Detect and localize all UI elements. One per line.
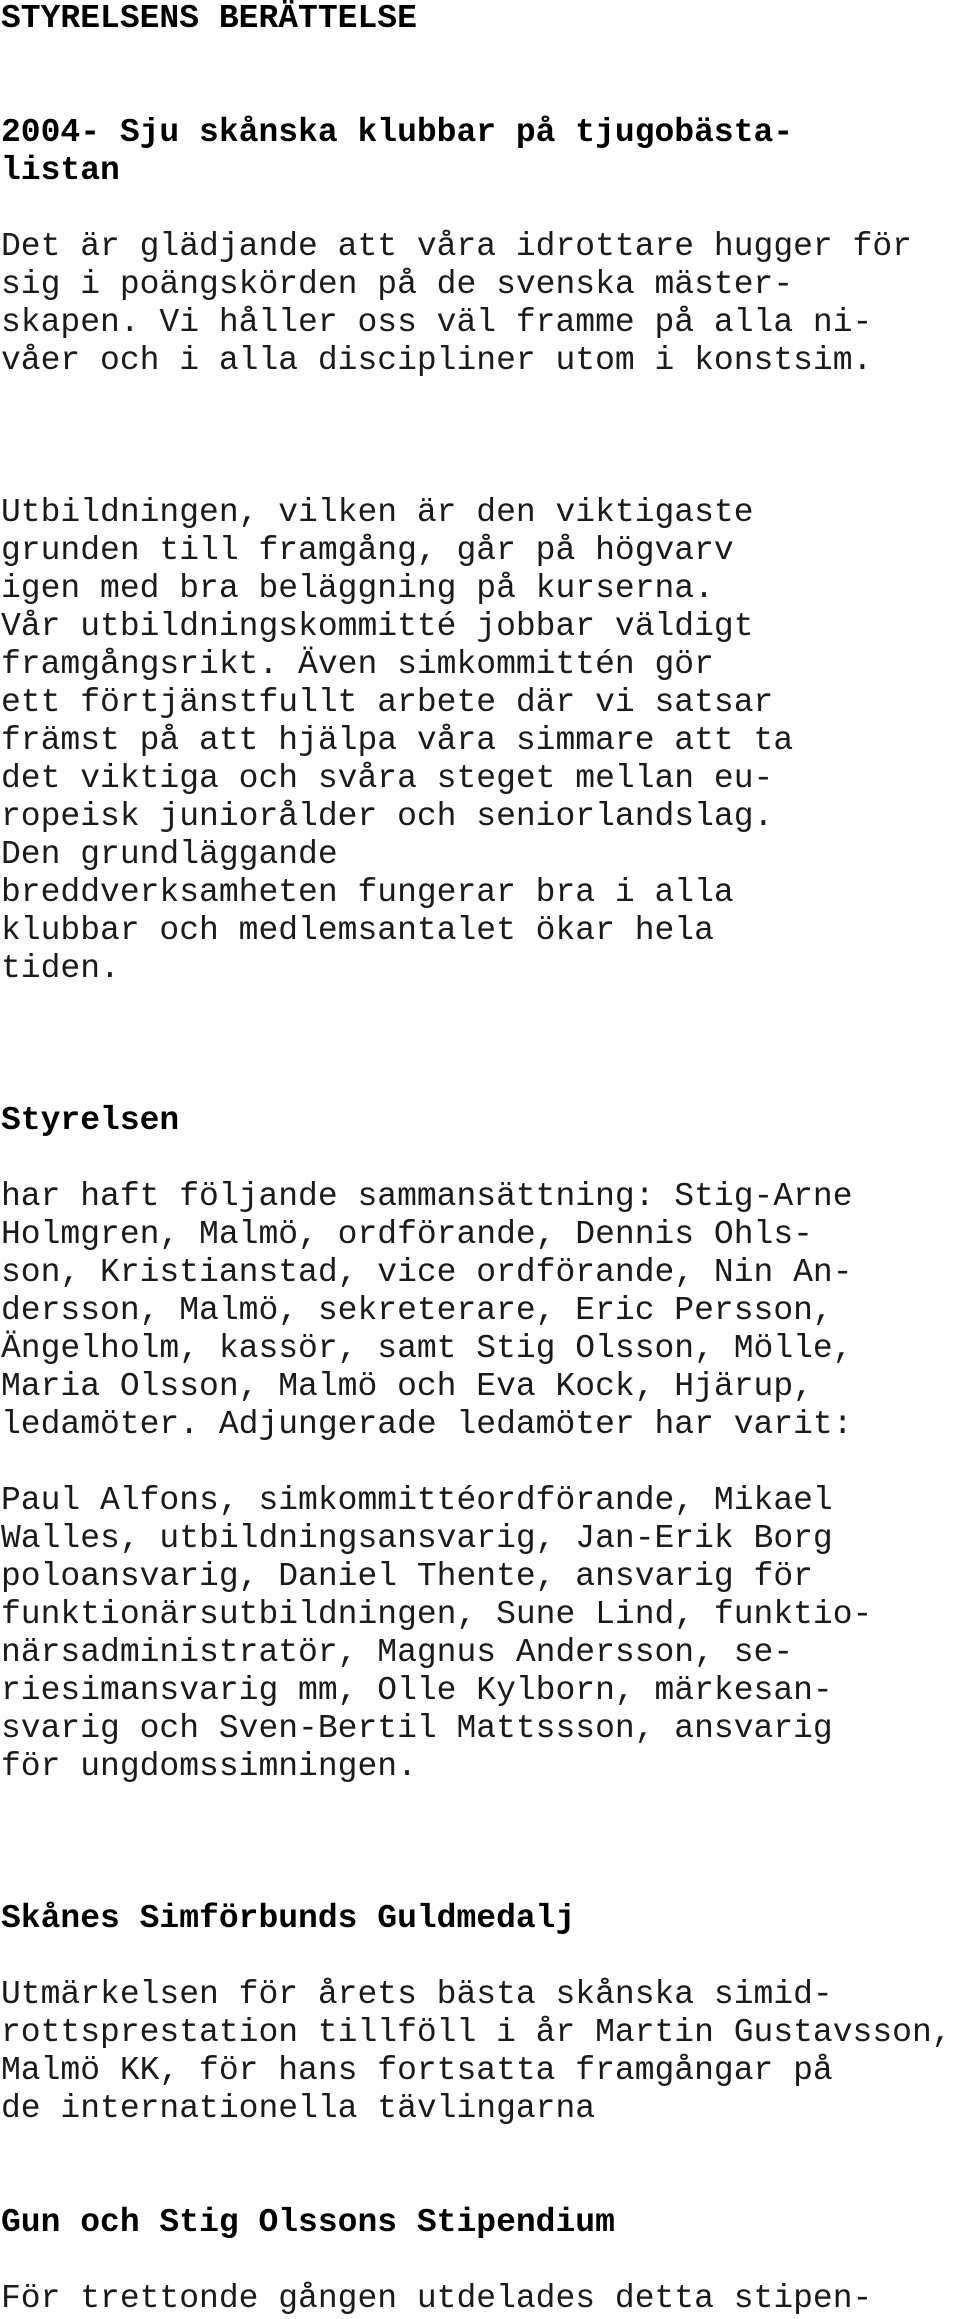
paragraph-line: igen med bra beläggning på kurserna. [1, 570, 714, 607]
paragraph-line: breddverksamheten fungerar bra i alla [1, 874, 734, 911]
section-scholarship [1, 2204, 960, 2318]
paragraph-line: ropeisk juniorålder och seniorlandslag. [1, 798, 774, 835]
heading-line: Styrelsen [1, 1102, 180, 1139]
paragraph [1, 1482, 960, 1786]
paragraph-line: grunden till framgång, går på högvarv [1, 532, 734, 569]
section-heading [1, 114, 960, 190]
section-heading [1, 1900, 960, 1938]
paragraph-line: dersson, Malmö, sekreterare, Eric Persson, [1, 1292, 833, 1329]
paragraph-line: de internationella tävlingarna [1, 2090, 596, 2127]
paragraph-line: rottsprestation tillföll i år Martin Gustavsson, [1, 2014, 952, 2051]
paragraph-line: framgångsrikt. Även simkommittén gör [1, 646, 714, 683]
paragraph [1, 1178, 960, 1444]
heading-line: 2004- Sju skånska klubbar på tjugobästa- [1, 114, 794, 151]
paragraph [1, 494, 960, 988]
heading-line: Skånes Simförbunds Guldmedalj [1, 1900, 576, 1937]
section-heading [1, 2204, 960, 2242]
paragraph-line: Holmgren, Malmö, ordförande, Dennis Ohls- [1, 1216, 813, 1253]
paragraph-line: för ungdomssimningen. [1, 1748, 417, 1785]
paragraph-line: ledamöter. Adjungerade ledamöter har varit: [1, 1406, 853, 1443]
paragraph-line: sig i poängskörden på de svenska mäster- [1, 266, 794, 303]
section-heading [1, 1102, 960, 1140]
paragraph-line: Utbildningen, vilken är den viktigaste [1, 494, 754, 531]
paragraph-line: poloansvarig, Daniel Thente, ansvarig för [1, 1558, 813, 1595]
paragraph-line: det viktiga och svåra steget mellan eu- [1, 760, 774, 797]
paragraph-line: Det är glädjande att våra idrottare hugger för [1, 228, 912, 265]
paragraph-line: Vår utbildningskommitté jobbar väldigt [1, 608, 754, 645]
paragraph-line: Den grundläggande [1, 836, 338, 873]
paragraph-line: riesimansvarig mm, Olle Kylborn, märkesan- [1, 1672, 833, 1709]
paragraph-line: ett förtjänstfullt arbete där vi satsar [1, 684, 774, 721]
paragraph-line: Utmärkelsen för årets bästa skånska simid- [1, 1976, 833, 2013]
section-board [1, 1102, 960, 1786]
section-results [1, 114, 960, 988]
paragraph-line: Malmö KK, för hans fortsatta framgångar på [1, 2052, 833, 2089]
paragraph-line: tiden. [1, 950, 120, 987]
paragraph-line: Maria Olsson, Malmö och Eva Kock, Hjärup, [1, 1368, 813, 1405]
heading-line: Gun och Stig Olssons Stipendium [1, 2204, 615, 2241]
paragraph-line: funktionärsutbildningen, Sune Lind, funktio- [1, 1596, 873, 1633]
paragraph [1, 228, 960, 380]
paragraph-line: våer och i alla discipliner utom i konstsim. [1, 342, 873, 379]
paragraph-line: Walles, utbildningsansvarig, Jan-Erik Borg [1, 1520, 833, 1557]
paragraph-line: För trettonde gången utdelades detta stipen- [1, 2280, 873, 2317]
paragraph-line: främst på att hjälpa våra simmare att ta [1, 722, 794, 759]
paragraph-line: son, Kristianstad, vice ordförande, Nin An- [1, 1254, 853, 1291]
paragraph-line: närsadministratör, Magnus Andersson, se- [1, 1634, 794, 1671]
paragraph-line: skapen. Vi håller oss väl framme på alla ni- [1, 304, 873, 341]
heading-line: listan [1, 152, 120, 189]
paragraph [1, 1976, 960, 2128]
paragraph-line: Paul Alfons, simkommittéordförande, Mikael [1, 1482, 833, 1519]
paragraph-line: Ängelholm, kassör, samt Stig Olsson, Mölle, [1, 1330, 853, 1367]
paragraph [1, 2280, 960, 2318]
paragraph-line: klubbar och medlemsantalet ökar hela [1, 912, 714, 949]
section-gold-medal [1, 1900, 960, 2128]
document-title: STYRELSENS BERÄTTELSE [1, 0, 417, 37]
paragraph-line: svarig och Sven-Bertil Mattssson, ansvarig [1, 1710, 833, 1747]
paragraph-line: har haft följande sammansättning: Stig-Arne [1, 1178, 853, 1215]
